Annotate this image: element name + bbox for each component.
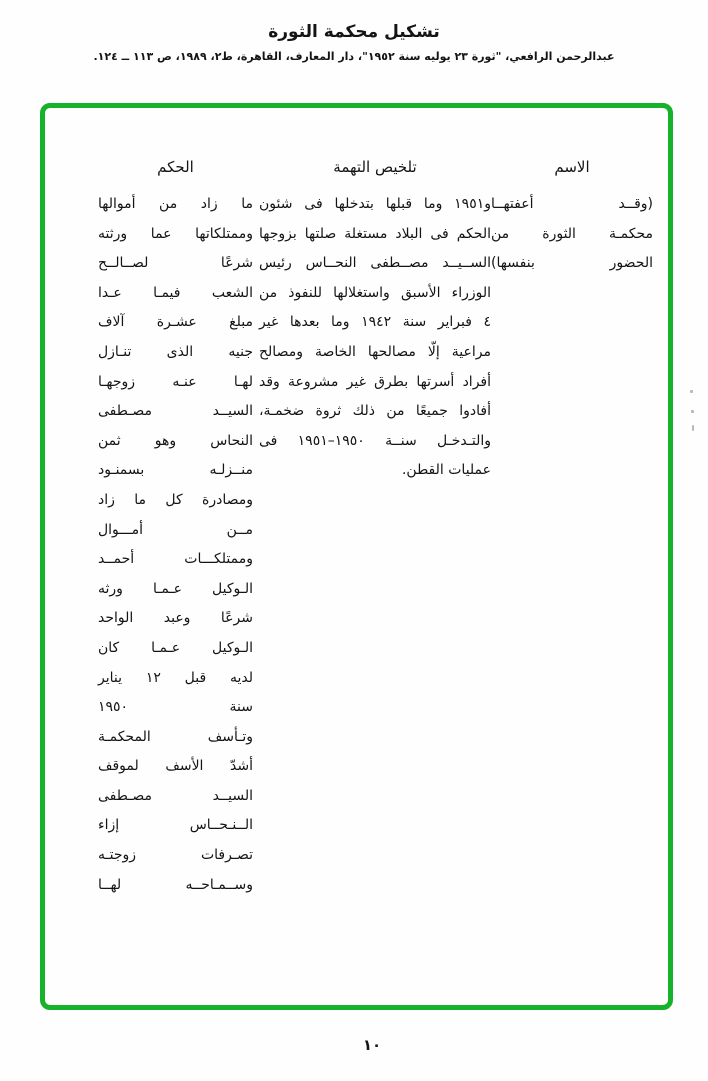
text-line: ٤ فبراير سنة ١٩٤٢ وما بعدها غير [259,314,491,331]
text-line: وممتلكاتها عما ورثته [98,225,253,242]
name-column [491,190,653,900]
text-line: والتـدخـل سنــة ١٩٥٠–١٩٥١ فى [259,432,492,449]
text-line: وســمـاحــه لهــا [98,876,253,893]
text-line: منــزلـه بسمنـود [98,462,253,479]
column-header-charge: تلخيص التهمة [333,158,417,176]
text-line: الـوكيل عـمـا كان [98,639,253,656]
text-line: عمليات القطن. [401,462,491,479]
scan-speck [692,425,694,431]
text-line: ما زاد من أموالها [98,196,253,212]
scan-speck [690,390,693,393]
text-line: و١٩٥١ وما قبلها بتدخلها فى شئون [259,196,491,212]
text-line: الـوكيل عـمـا ورثه [98,580,253,597]
text-line: الســيــد مصــطفى النحــاس رئيس [259,255,491,272]
text-line: أفراد أسرتها بطرق غير مشروعة وقد [259,373,491,390]
text-line: (وقــد أعفتهــا [491,196,653,212]
text-line: الشعب فيمـا عـدا [98,284,253,301]
text-line: وممتلكـــات أحمــد [98,551,253,568]
text-line: لديه قبل ١٢ يناير [98,669,253,686]
text-line: شرعًا وعبد الواحد [98,610,253,627]
text-line: جنيه الذى تنـازل [98,343,253,360]
text-line: النحاس وهو ثمن [98,432,253,449]
page-title: تشكيل محكمة الثورة [268,22,440,42]
text-line: سنة ١٩٥٠ [98,699,253,716]
text-line: الحضور بنفسها) [491,255,653,272]
text-line: تصـرفات زوجتـه [98,847,253,864]
text-line: لهـا عنـه زوجهـا [98,373,253,390]
page-header [0,0,708,64]
text-line: وتـأسف المحكمـة [98,728,253,745]
text-line: الحكم فى البلاد مستغلة صلتها بزوجها [259,225,491,242]
table-header-row [45,157,653,190]
text-line: مبلغ عشـرة آلاف [98,314,253,331]
text-line: الــنـحــاس إزاء [98,817,253,834]
text-line: مراعية إلّا مصالحها الخاصة ومصالح [259,343,491,360]
citation: عبدالرحمن الرافعي، "ثورة ٢٣ يوليه سنة ١٩٥٢"، دار المعارف، القاهرة، ط٢، ١٩٨٩، ص ١١٣ ــ ١٢٤. [93,50,615,63]
charge-column [259,190,491,900]
verdict-column [98,190,253,900]
column-header-verdict: الحكم [157,158,194,176]
table-body-row [45,190,653,900]
text-line: السيــد مصـطفى [98,403,253,420]
column-header-name: الاسم [554,158,590,176]
page-number: ١٠ [362,1036,382,1054]
text-line: ومصادرة كل ما زاد [98,491,253,508]
text-line: أفادوا جميعًا من ذلك ثروة ضخمـة، [259,403,491,420]
text-line: محكمـة الثورة من [491,225,653,242]
text-line: مــن أمـــوال [98,521,253,538]
scan-speck [691,410,694,413]
case-table [45,108,668,900]
text-line: الوزراء الأسبق واستغلالها للنفوذ من [259,284,491,301]
text-line: السيــد مصـطفى [98,787,253,804]
green-frame [40,103,673,1010]
text-line: شرعًا لصــالــح [98,255,253,272]
text-line: أشدّ الأسف لموقف [98,758,253,775]
